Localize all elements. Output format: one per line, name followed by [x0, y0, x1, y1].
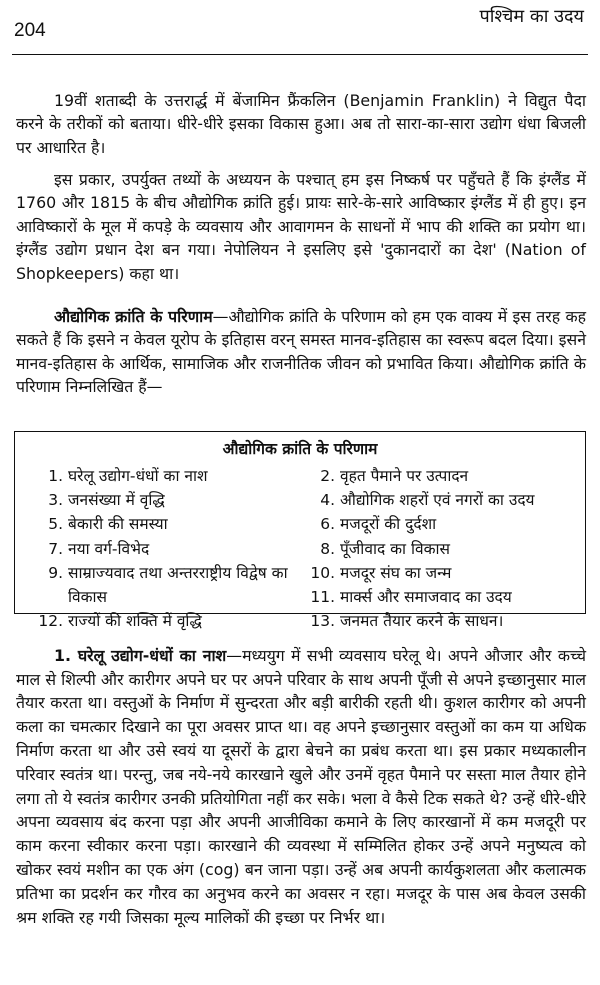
item-text: नया वर्ग-विभेद [68, 539, 150, 558]
section-heading: 1. घरेलू उद्योग-धंधों का नाश [54, 645, 227, 665]
list-item [35, 609, 305, 633]
item-text: जनसंख्या में वृद्धि [68, 491, 165, 510]
item-number: 4. [320, 491, 335, 510]
item-number: 7. [48, 539, 63, 558]
item-text: घरेलू उद्योग-धंधों का नाश [68, 467, 208, 485]
list-item [35, 464, 305, 488]
paragraph-conclusion: इस प्रकार, उपर्युक्त तथ्यों के अध्ययन के पश्चात् हम इस निष्कर्ष पर पहुँचते हैं कि इंग्लैंड में 1760 और 1815 के बीच औद्योगिक क्रांति हुई। प्रायः सारे-के-सारे आविष्कार इंग्लैंड में ही हुए। इन आविष्कारों के मूल में कपड़े के व्यवसाय और आवागमन के साधनों में भाप की शक्ति का प्रयोग था। इंग्लैंड उद्योग प्रधान देश बन गया। नेपोलियन ने इसलिए इसे 'दुकानदारों का देश' (Nation of Shopkeepers) कहा था। [16, 169, 586, 283]
page-header [0, 0, 600, 58]
page-number: 204 [14, 20, 46, 41]
results-intro-text: —औद्योगिक क्रांति के परिणाम को हम एक वाक्य में इस तरह कह सकते हैं कि इसने न केवल यूरोप के इतिहास वरन् समस्त मानव-इतिहास का स्वरूप बदल दिया। इसने मानव-इतिहास के आर्थिक, सामाजिक और राजनीतिक जीवन को प्रभावित किया। औद्योगिक क्रांति के परिणाम निम्नलिखित हैं— [16, 306, 586, 397]
list-item [307, 609, 577, 633]
list-item [307, 488, 577, 512]
item-text: राज्यों की शक्ति में वृद्धि [68, 612, 202, 631]
paragraph-results-intro [16, 305, 586, 399]
item-number: 12. [38, 612, 63, 631]
item-text: मजदूर संघ का जन्म [340, 563, 452, 582]
item-number: 8. [320, 539, 335, 558]
results-summary-box [14, 431, 586, 631]
list-item [307, 561, 577, 585]
results-right-column [307, 464, 577, 633]
item-text: पूँजीवाद का विकास [340, 539, 450, 558]
item-text: औद्योगिक शहरों एवं नगरों का उदय [340, 491, 535, 510]
box-title: औद्योगिक क्रांति के परिणाम [222, 440, 378, 458]
item-text: साम्राज्यवाद तथा अन्तरराष्ट्रीय विद्वेष का विकास [68, 563, 288, 606]
list-item [35, 537, 305, 561]
item-text: मार्क्स और समाजवाद का उदय [340, 587, 512, 606]
item-text: मजदूरों की दुर्दशा [340, 515, 437, 534]
results-left-column [35, 464, 305, 633]
list-item [35, 512, 305, 536]
paragraph-franklin-electricity: 19वीं शताब्दी के उत्तरार्द्ध में बेंजामिन फ्रैंकलिन (Benjamin Franklin) ने विद्युत पैदा करने के तरीकों को बताया। धीरे-धीरे इसका विकास हुआ। अब तो सारा-का-सारा उद्योग धंधा बिजली पर आधारित है। [16, 90, 586, 157]
item-text: बेकारी की समस्या [68, 515, 168, 534]
item-text: जनमत तैयार करने के साधन। [340, 612, 504, 631]
list-item [35, 561, 305, 609]
item-number: 10. [310, 563, 335, 582]
list-item [307, 585, 577, 609]
item-number: 5. [48, 515, 63, 534]
list-item [35, 488, 305, 512]
item-number: 3. [48, 491, 63, 510]
list-item [307, 537, 577, 561]
paragraph-cottage-industry-decline [16, 644, 586, 930]
item-text: वृहत पैमाने पर उत्पादन [340, 467, 469, 485]
list-item [307, 464, 577, 488]
item-number: 13. [310, 612, 335, 631]
item-number: 2. [320, 467, 335, 485]
item-number: 11. [310, 587, 335, 606]
section-text: —मध्ययुग में सभी व्यवसाय घरेलू थे। अपने औजार और कच्चे माल से शिल्पी और कारीगर अपने घर पर अपने परिवार के साथ अपनी पूँजी से अपने इच्छानुसार माल तैयार करता था। वस्तुओं के निर्माण में सुन्दरता और बड़ी बारीकी रहती थी। कुशल कारीगर को अपनी कला का चमत्कार दिखाने का पूरा अवसर प्राप्त था। वह अपने इच्छानुसार वस्तुओं का कम या अधिक निर्माण करता था और उसे स्वयं या दूसरों के द्वारा बेचने का प्रबंध करता था। इस प्रकार मध्यकालीन परिवार स्वतंत्र था। परन्तु, जब नये-नये कारखाने खुले और उनमें वृहत पैमाने पर सस्ता माल तैयार होने लगा तो ये स्वतंत्र कारीगर उनकी प्रतियोगिता नहीं कर सके। भला वे कैसे टिक सकते थे? उन्हें धीरे-धीरे अपना व्यवसाय बंद करना पड़ा और अपनी आजीविका कमाने के लिए कारखानों में कम मजदूरी पर काम करना स्वीकार करना पड़ा। कारखाने की व्यवस्था में सम्मिलित होकर उन्हें अपने मनुष्यत्व को खोकर स्वयं मशीन का एक अंग (cog) बन जाना पड़ा। उन्हें अब अपनी कार्यकुशलता और कलात्मक प्रतिभा का प्रदर्शन कर गौरव का अनुभव करने का अवसर न रहा। मजदूर के पास अब केवल उसकी श्रम शक्ति रह गयी जिसका मूल्य मालिकों की इच्छा पर निर्भर था। [16, 645, 586, 927]
running-title: पश्चिम का उदय [479, 6, 584, 27]
list-item [307, 512, 577, 536]
results-heading: औद्योगिक क्रांति के परिणाम [54, 306, 213, 326]
item-number: 1. [48, 467, 63, 485]
item-number: 6. [320, 515, 335, 534]
header-rule [12, 54, 588, 55]
item-number: 9. [48, 563, 63, 582]
